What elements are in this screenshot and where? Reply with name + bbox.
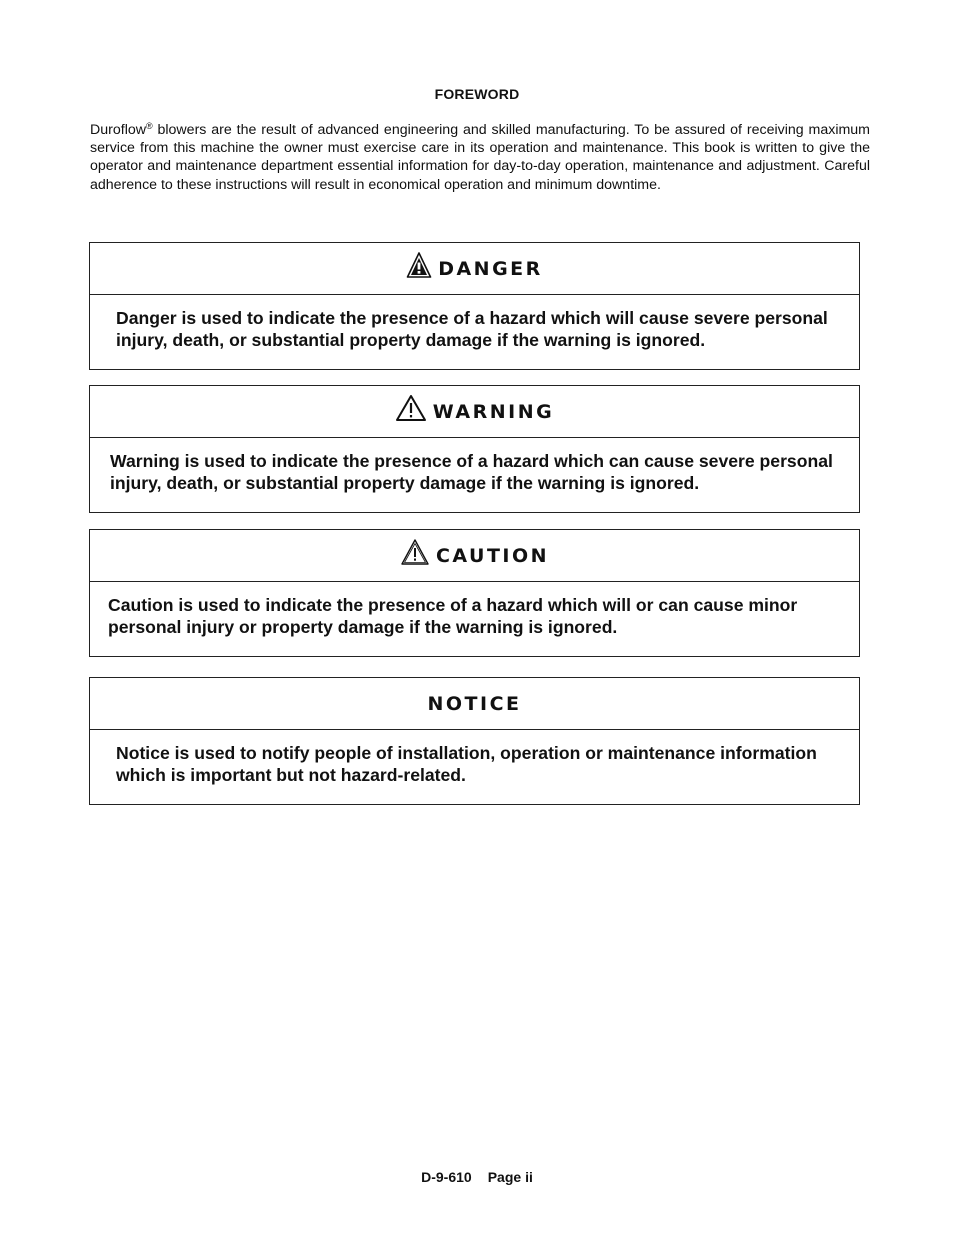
intro-paragraph: [90, 121, 870, 194]
danger-header: [90, 243, 859, 295]
warning-header: [90, 386, 859, 438]
notice-label: NOTICE: [427, 692, 522, 715]
page-title: FOREWORD: [434, 86, 520, 102]
document-number: D-9-610: [421, 1169, 472, 1185]
danger-box: [89, 242, 860, 370]
warning-box: [89, 385, 860, 513]
caution-triangle-icon: [400, 538, 430, 571]
page-number: Page ii: [487, 1169, 533, 1185]
warning-text: Warning is used to indicate the presence of a hazard which can cause severe personal injury, death, or substantial property damage if the warning is ignored.: [110, 451, 833, 493]
caution-text: Caution is used to indicate the presence of a hazard which will or can cause minor personal injury or property damage if the warning is ignored.: [108, 595, 798, 637]
caution-header: [90, 530, 859, 582]
warning-triangle-outline-icon: [395, 394, 427, 427]
notice-box: [89, 677, 860, 805]
caution-box: [89, 529, 860, 657]
brand-name: Duroflow: [90, 122, 146, 138]
notice-header: [90, 678, 859, 730]
danger-label: DANGER: [438, 257, 543, 280]
danger-text: Danger is used to indicate the presence of a hazard which will cause severe personal injury, death, or substantial property damage if the warning is ignored.: [116, 308, 828, 350]
page-footer: [0, 1169, 954, 1185]
caution-label: CAUTION: [435, 544, 550, 567]
warning-label: WARNING: [432, 400, 555, 423]
registered-mark: ®: [145, 121, 153, 131]
warning-triangle-filled-icon: [406, 251, 432, 284]
notice-text: Notice is used to notify people of installation, operation or maintenance information which is important but not hazard-related.: [116, 743, 817, 785]
intro-text: blowers are the result of advanced engineering and skilled manufacturing. To be assured of receiving maximum service from this machine the owner must exercise care in its operation and maintenance. This book is written to give the operator and maintenance department essential information for day-to-day operation, maintenance and adjustment. Careful adherence to these instructions will result in economical operation and minimum downtime.: [90, 122, 870, 193]
